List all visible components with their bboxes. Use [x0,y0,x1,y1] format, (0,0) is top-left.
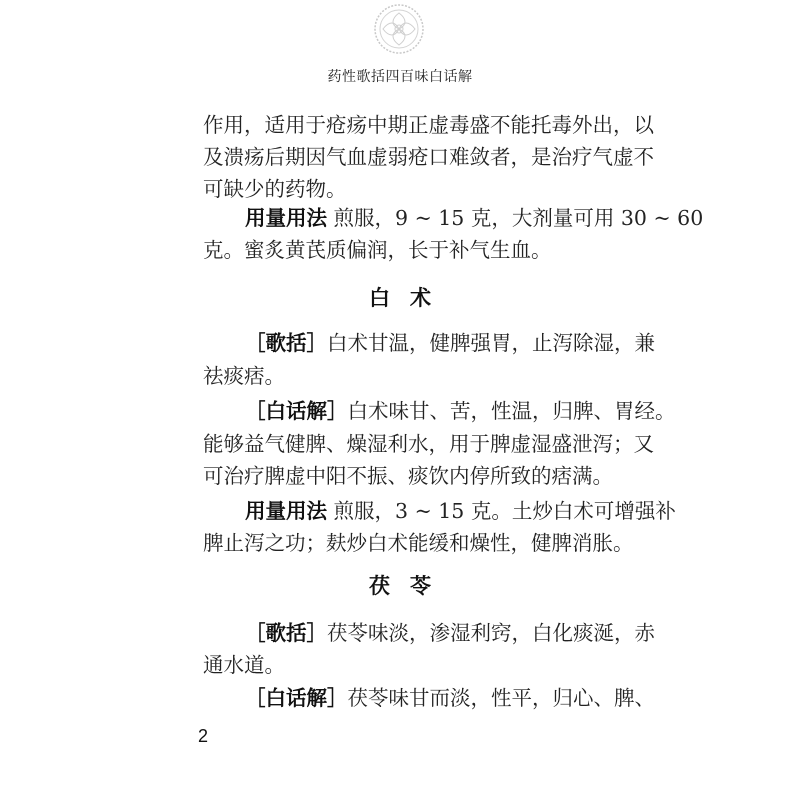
entry-label: ［白话解］ [245,686,348,710]
line-text: 克。蜜炙黄芪质偏润，长于补气生血。 [203,238,552,262]
line-text: 可缺少的药物。 [203,177,347,201]
entry-label: ［歌括］ [245,621,327,645]
section-heading: 茯苓 [369,573,451,598]
text-line [203,234,598,266]
decorative-emblem-icon [373,3,425,55]
running-head-title: 药性歌括四百味白话解 [327,69,473,85]
text-line [203,460,613,492]
text-line [203,141,654,173]
entry-label: ［白话解］ [245,399,348,423]
page-number: 2 [198,726,209,746]
text-line [245,202,704,234]
entry-label: 用量用法 [245,206,327,230]
text-line [245,395,676,427]
entry-label: ［歌括］ [245,331,327,355]
line-text: 祛痰痞。 [203,364,285,388]
line-text: 煎服，9 ~ 15 克，大剂量可用 30 ~ 60 [327,206,704,230]
line-text: 通水道。 [203,653,285,677]
entry-label: 用量用法 [245,499,327,523]
line-text: 煎服，3 ~ 15 克。土炒白术可增强补 [327,499,676,523]
line-text: 作用，适用于疮疡中期正虚毒盛不能托毒外出，以 [203,113,654,137]
section-heading: 白术 [369,285,451,310]
line-text: 及溃疡后期因气血虚弱疮口难敛者，是治疗气虚不 [203,145,654,169]
line-text: 白术味甘、苦，性温，归脾、胃经。 [347,399,676,423]
text-line [203,527,634,559]
text-line [245,617,655,649]
text-line [245,495,676,527]
text-line [203,360,598,392]
line-text: 脾止泻之功；麸炒白术能缓和燥性，健脾消胀。 [203,531,634,555]
text-line [245,327,655,359]
line-text: 可治疗脾虚中阳不振、痰饮内停所致的痞满。 [203,464,613,488]
text-line [203,649,598,681]
text-line [203,428,654,460]
line-text: 茯苓味甘而淡，性平，归心、脾、 [347,686,655,710]
line-text: 白术甘温，健脾强胃，止泻除湿，兼 [327,331,655,355]
text-line [245,682,655,714]
line-text: 能够益气健脾、燥湿利水，用于脾虚湿盛泄泻；又 [203,432,654,456]
text-line [203,109,654,141]
line-text: 茯苓味淡，渗湿利窍，白化痰涎，赤 [327,621,655,645]
text-line [203,173,598,205]
